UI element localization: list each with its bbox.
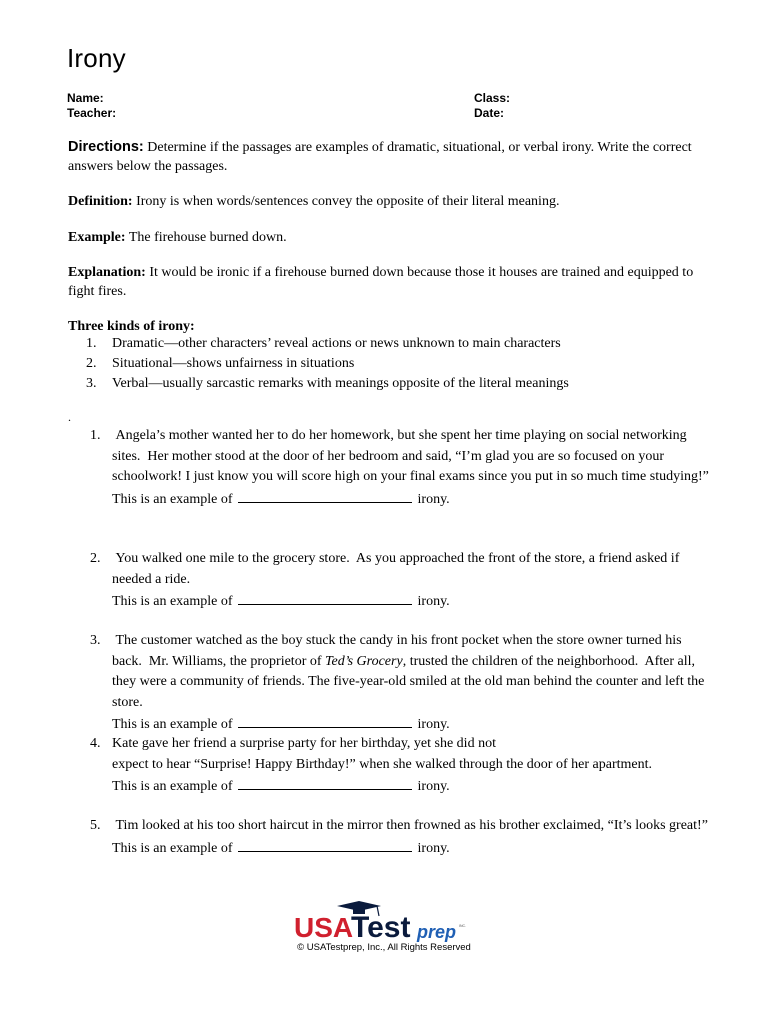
answer-suffix: irony. [417, 717, 450, 732]
kinds-heading-text: Three kinds of irony: [68, 319, 195, 334]
question-text: Tim looked at his too short haircut in the mirror then frowned as his brother exclaimed, “It’s looks great!” [112, 818, 708, 833]
answer-suffix: irony. [417, 491, 450, 507]
example-paragraph [68, 228, 708, 247]
question-1 [90, 426, 710, 510]
explanation-paragraph [68, 263, 708, 301]
answer-prompt: This is an example of [112, 594, 233, 609]
kinds-item-number: 1. [86, 336, 97, 351]
question-number: 1. [90, 428, 101, 443]
kinds-list [86, 334, 706, 394]
answer-line [112, 775, 710, 798]
kinds-item-number: 3. [86, 376, 97, 391]
question-number: 3. [90, 633, 101, 648]
question-text: You walked one mile to the grocery store. As you approached the front of the store, a friend asked if needed a ride. [112, 551, 683, 587]
logo-inc: INC. [459, 924, 466, 928]
kinds-item-text: Dramatic—other characters’ reveal actions or news unknown to main characters [112, 336, 561, 351]
directions-label: Directions: [68, 139, 144, 155]
definition-text: Irony is when words/sentences convey the opposite of their literal meaning. [136, 194, 560, 209]
question-number: 5. [90, 818, 101, 833]
answer-suffix: irony. [417, 779, 450, 794]
answer-prompt: This is an example of [112, 491, 233, 507]
answer-blank[interactable] [238, 488, 412, 503]
question-5 [90, 816, 710, 859]
directions-paragraph [68, 138, 708, 176]
answer-prompt: This is an example of [112, 840, 233, 856]
page-title: Irony [67, 43, 126, 73]
teacher-label: Teacher: [67, 106, 117, 120]
question-text [112, 631, 710, 713]
question-4 [90, 734, 710, 798]
question-3 [90, 631, 710, 736]
answer-line [112, 713, 710, 736]
answer-blank[interactable] [238, 837, 412, 852]
answer-suffix: irony. [417, 594, 450, 609]
example-label: Example: [68, 230, 126, 245]
answer-line [112, 590, 710, 613]
definition-label: Definition: [68, 194, 133, 209]
explanation-label: Explanation: [68, 265, 146, 280]
definition-paragraph [68, 192, 708, 211]
answer-prompt: This is an example of [112, 779, 233, 794]
logo-usa: USA [294, 912, 354, 943]
answer-prompt: This is an example of [112, 717, 233, 732]
store-name: Ted’s Grocery [325, 653, 403, 669]
answer-blank[interactable] [238, 775, 412, 790]
kinds-item-text: Verbal—usually sarcastic remarks with meanings opposite of the literal meanings [112, 376, 569, 391]
question-text-part: , trusted the children of the neighborhood. After all, they were a community of friends. The five-year-old smiled at the old man behind the counter and left the store. [112, 653, 708, 710]
answer-blank[interactable] [238, 590, 412, 605]
question-number: 2. [90, 551, 101, 566]
directions-text: Determine if the passages are examples of dramatic, situational, or verbal irony. Write the correct answers below the passages. [68, 140, 692, 174]
question-text-part: The customer watched as the boy stuck the candy in his front pocket when the store owner turned his back. Mr. Williams, the proprietor of [112, 633, 686, 669]
answer-suffix: irony. [417, 840, 450, 856]
list-item [86, 354, 706, 374]
logo-prep: prep [417, 922, 457, 942]
stray-mark: . [68, 410, 71, 424]
kinds-item-number: 2. [86, 356, 97, 371]
kinds-item-text: Situational—shows unfairness in situations [112, 356, 355, 371]
question-2 [90, 549, 710, 613]
explanation-text: It would be ironic if a firehouse burned down because those it houses are trained and equipped to fight fires. [68, 265, 694, 299]
list-item [86, 374, 706, 394]
question-number: 4. [90, 736, 101, 751]
example-text: The firehouse burned down. [128, 230, 287, 245]
answer-line [112, 488, 710, 511]
usatestprep-logo [293, 900, 473, 944]
logo-test: Test [351, 911, 411, 944]
answer-blank[interactable] [238, 713, 412, 728]
name-label: Name: [67, 91, 104, 105]
list-item [86, 334, 706, 354]
question-text-line: Kate gave her friend a surprise party for her birthday, yet she did not [112, 736, 496, 751]
class-label: Class: [474, 91, 511, 105]
date-label: Date: [474, 106, 505, 120]
question-text-line: expect to hear “Surprise! Happy Birthday!” when she walked through the door of her apartment. [112, 756, 652, 772]
question-text: Angela’s mother wanted her to do her homework, but she spent her time playing on social networking sites. Her mother stood at the door of her bedroom and said, “I’m glad you are so focused on your schoolwork! I just know you will score high on your final exams since you put in so much time studying!” [112, 428, 709, 484]
copyright: © USATestprep, Inc., All Rights Reserved [297, 942, 471, 953]
answer-line [112, 837, 710, 860]
